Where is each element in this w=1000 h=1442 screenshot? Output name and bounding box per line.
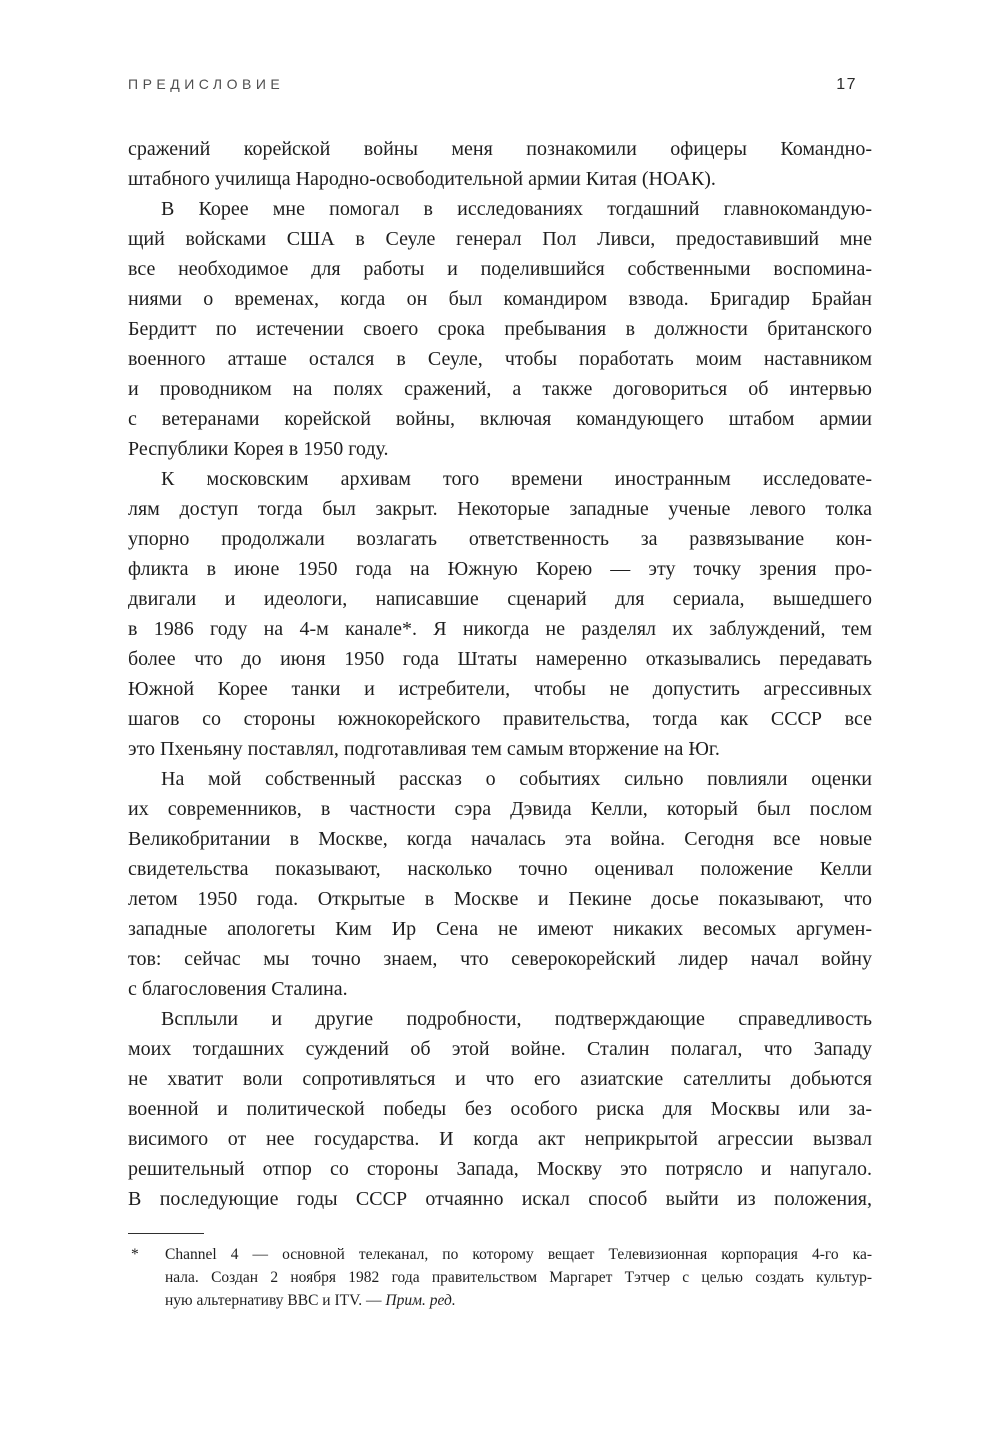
text-line: не хватит воли сопротивляться и что его азиатские сателлиты добьются xyxy=(128,1068,872,1090)
text-line: тов: сейчас мы точно знаем, что северокорейский лидер начал войну xyxy=(128,948,872,970)
text-line: западные апологеты Ким Ир Сена не имеют никаких весомых аргумен- xyxy=(128,918,872,940)
page-header xyxy=(128,76,872,94)
text-line: ниями о временах, когда он был командиром взвода. Бригадир Брайан xyxy=(128,288,872,310)
text-line: военной и политической победы без особого риска для Москвы или за- xyxy=(128,1098,872,1120)
text-line: решительный отпор со стороны Запада, Москву это потрясло и напугало. xyxy=(128,1158,872,1180)
text-line: в 1986 году на 4-м канале*. Я никогда не разделял их заблуждений, тем xyxy=(128,618,872,640)
text-line: висимого от нее государства. И когда акт неприкрытой агрессии вызвал xyxy=(128,1128,872,1150)
paragraph xyxy=(128,194,872,464)
text-line: фликта в июне 1950 года на Южную Корею — эту точку зрения про- xyxy=(128,558,872,580)
text-line: Республики Корея в 1950 году. xyxy=(128,438,389,460)
text-line: более что до июня 1950 года Штаты намеренно отказывались передавать xyxy=(128,648,872,670)
text-line: сражений корейской войны меня познакомили офицеры Командно- xyxy=(128,138,872,160)
text-line: К московским архивам того времени иностранным исследовате- xyxy=(161,468,872,490)
text-line: шагов со стороны южнокорейского правительства, тогда как СССР все xyxy=(128,708,872,730)
footnote-marker: * xyxy=(131,1246,139,1263)
footnote-line-italic: Прим. ред. xyxy=(385,1292,456,1309)
footnote-line xyxy=(165,1289,872,1312)
page-number: 17 xyxy=(836,76,857,93)
text-line: В последующие годы СССР отчаянно искал способ выйти из положения, xyxy=(128,1188,872,1210)
text-line: летом 1950 года. Открытые в Москве и Пекине досье показывают, что xyxy=(128,888,872,910)
footnote-line: Channel 4 — основной телеканал, по которому вещает Телевизионная корпорация 4-го ка- xyxy=(165,1246,872,1263)
text-line: В Корее мне помогал в исследованиях тогдашний главнокомандую- xyxy=(161,198,872,220)
text-line: их современников, в частности сэра Дэвида Келли, который был послом xyxy=(128,798,872,820)
text-line: штабного училища Народно-освободительной армии Китая (НОАК). xyxy=(128,168,716,190)
text-line: все необходимое для работы и поделившийся собственными воспомина- xyxy=(128,258,872,280)
running-head-title: ПРЕДИСЛОВИЕ xyxy=(128,76,285,92)
text-line: моих тогдашних суждений об этой войне. Сталин полагал, что Западу xyxy=(128,1038,872,1060)
text-line: свидетельства показывают, насколько точно оценивал положение Келли xyxy=(128,858,872,880)
text-line: щий войсками США в Сеуле генерал Пол Ливси, предоставивший мне xyxy=(128,228,872,250)
text-line: Великобритании в Москве, когда началась эта война. Сегодня все новые xyxy=(128,828,872,850)
text-line: с ветеранами корейской войны, включая командующего штабом армии xyxy=(128,408,872,430)
footnote xyxy=(128,1233,872,1312)
text-line: упорно продолжали возлагать ответственность за развязывание кон- xyxy=(128,528,872,550)
footnote-separator xyxy=(128,1233,204,1234)
footnote-line: нала. Создан 2 ноября 1982 года правительством Маргарет Тэтчер с целью создать культур- xyxy=(165,1269,872,1286)
footnote-text xyxy=(165,1243,872,1312)
text-line: Южной Корее танки и истребители, чтобы не допустить агрессивных xyxy=(128,678,872,700)
text-line: лям доступ тогда был закрыт. Некоторые западные ученые левого толка xyxy=(128,498,872,520)
text-line: это Пхеньяну поставлял, подготавливая тем самым вторжение на Юг. xyxy=(128,738,720,760)
text-line: На мой собственный рассказ о событиях сильно повлияли оценки xyxy=(161,768,872,790)
paragraph xyxy=(128,134,872,194)
page-body xyxy=(128,134,872,1214)
text-line: военного атташе остался в Сеуле, чтобы поработать моим наставником xyxy=(128,348,872,370)
text-line: двигали и идеологи, написавшие сценарий для сериала, вышедшего xyxy=(128,588,872,610)
footnote-line-regular: ную альтернативу BBC и ITV. — xyxy=(165,1292,386,1309)
paragraph xyxy=(128,464,872,764)
paragraph xyxy=(128,1004,872,1214)
paragraph xyxy=(128,764,872,1004)
text-line: с благословения Сталина. xyxy=(128,978,348,1000)
footnote-block xyxy=(128,1243,872,1312)
text-line: и проводником на полях сражений, а также договориться об интервью xyxy=(128,378,872,400)
text-line: Бердитт по истечении своего срока пребывания в должности британского xyxy=(128,318,872,340)
text-line: Всплыли и другие подробности, подтверждающие справедливость xyxy=(161,1008,872,1030)
